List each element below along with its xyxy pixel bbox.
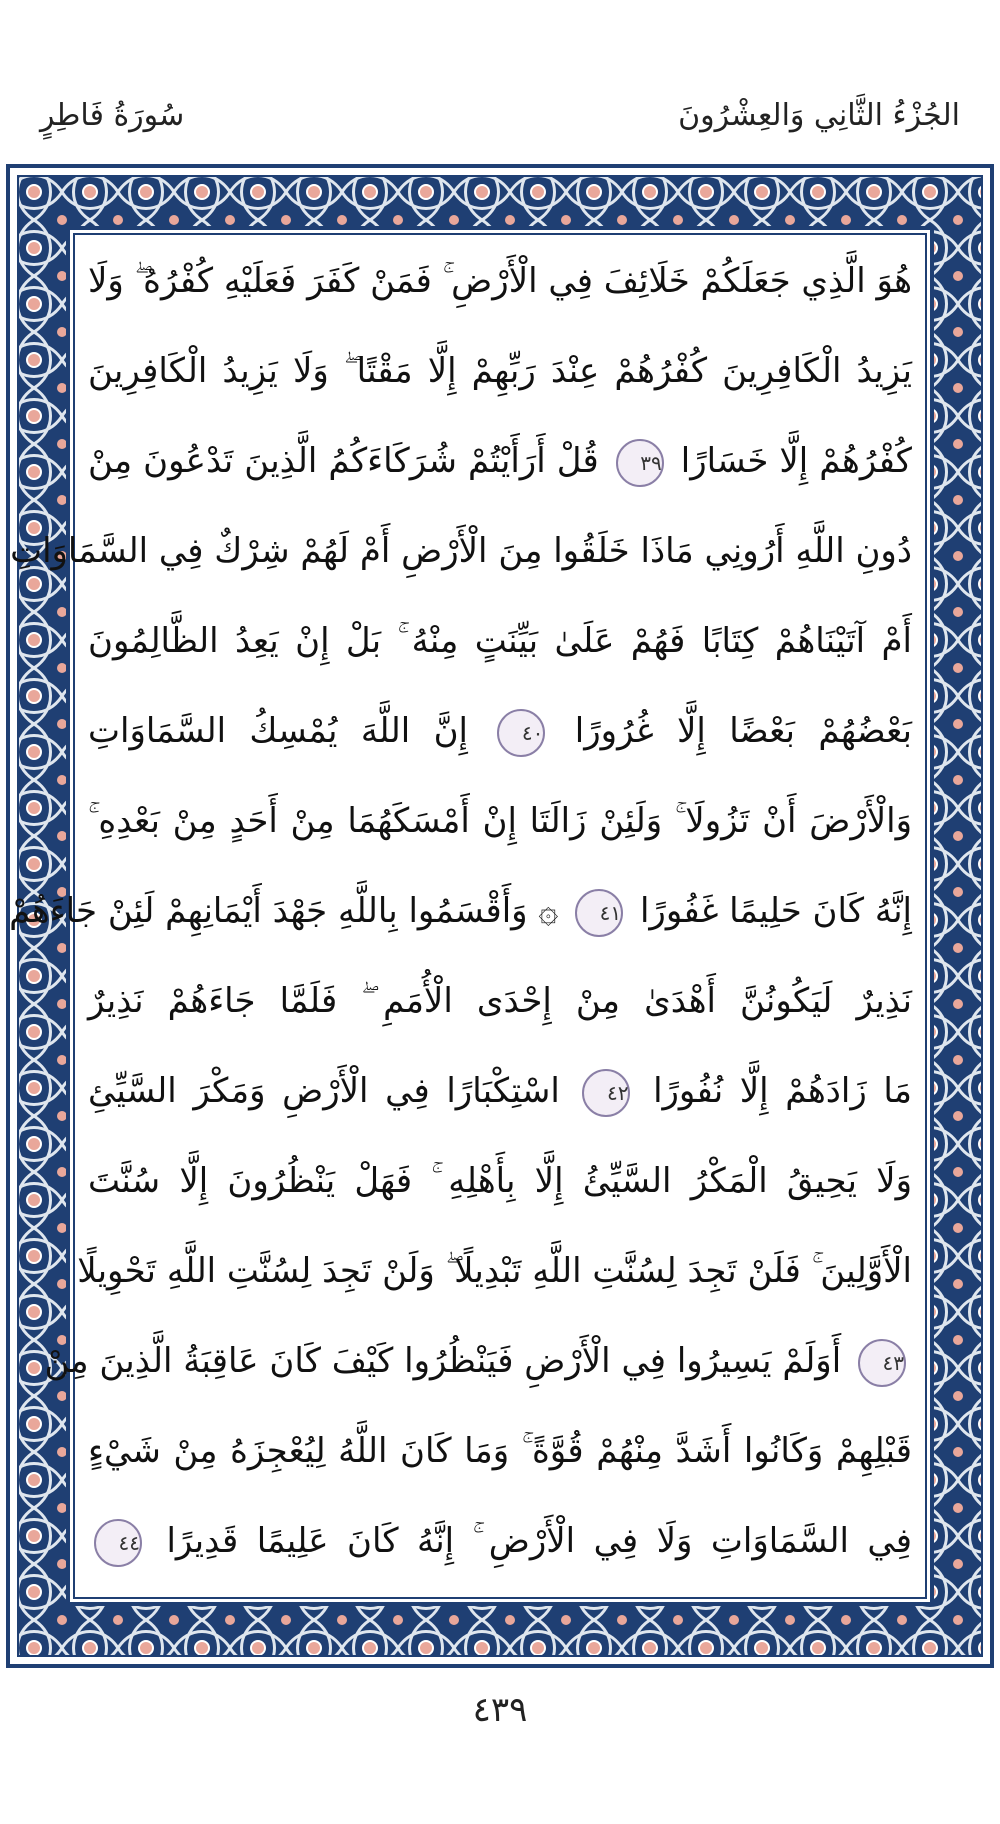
verse-line bbox=[88, 1496, 912, 1586]
verse-line bbox=[88, 1406, 912, 1496]
verse-line bbox=[88, 1136, 912, 1226]
verse-number-marker: ٤٠ bbox=[497, 709, 545, 757]
verse-text: أَوَلَمْ يَسِيرُوا فِي الْأَرْضِ فَيَنْظُرُوا كَيْفَ كَانَ عَاقِبَةُ الَّذِينَ مِنْ bbox=[44, 1341, 842, 1381]
verse-text: دُونِ اللَّهِ أَرُونِي مَاذَا خَلَقُوا مِنَ الْأَرْضِ أَمْ لَهُمْ شِرْكٌ فِي السَّمَاوَاتِ bbox=[10, 531, 912, 571]
verse-lines bbox=[9, 236, 912, 1596]
juz-title: الجُزْءُ الثَّانِي وَالعِشْرُونَ bbox=[678, 98, 960, 133]
verse-line bbox=[88, 596, 912, 686]
verse-number-marker: ٤٢ bbox=[582, 1069, 630, 1117]
verse-line bbox=[88, 956, 912, 1046]
verse-text: مَا زَادَهُمْ إِلَّا نُفُورًا bbox=[653, 1071, 912, 1111]
verse-number-marker: ٣٩ bbox=[616, 439, 664, 487]
verse-text: هُوَ الَّذِي جَعَلَكُمْ خَلَائِفَ فِي الْأَرْضِ ۚ فَمَنْ كَفَرَ فَعَلَيْهِ كُفْرُهُ ۖ وَلَا bbox=[88, 261, 912, 301]
text-panel bbox=[9, 236, 924, 1596]
verse-text: فِي السَّمَاوَاتِ وَلَا فِي الْأَرْضِ ۚ إِنَّهُ كَانَ عَلِيمًا قَدِيرًا bbox=[166, 1521, 912, 1561]
verse-line bbox=[88, 1046, 912, 1136]
verse-text: نَذِيرٌ لَيَكُونُنَّ أَهْدَىٰ مِنْ إِحْدَى الْأُمَمِ ۖ فَلَمَّا جَاءَهُمْ نَذِيرٌ bbox=[88, 981, 912, 1021]
verse-number-marker: ٤٤ bbox=[94, 1519, 142, 1567]
verse-text: بَعْضُهُمْ بَعْضًا إِلَّا غُرُورًا bbox=[574, 711, 912, 751]
verse-text: وَلَا يَحِيقُ الْمَكْرُ السَّيِّئُ إِلَّا بِأَهْلِهِ ۚ فَهَلْ يَنْظُرُونَ إِلَّا سُنَّتَ bbox=[88, 1161, 912, 1201]
verse-line bbox=[77, 1226, 912, 1316]
verse-text: قَبْلِهِمْ وَكَانُوا أَشَدَّ مِنْهُمْ قُوَّةً ۚ وَمَا كَانَ اللَّهُ لِيُعْجِزَهُ مِنْ شَيْءٍ bbox=[88, 1431, 912, 1471]
verse-line bbox=[88, 416, 912, 506]
verse-text: كُفْرُهُمْ إِلَّا خَسَارًا bbox=[680, 441, 912, 481]
verse-text: قُلْ أَرَأَيْتُمْ شُرَكَاءَكُمُ الَّذِينَ تَدْعُونَ مِنْ bbox=[88, 441, 599, 481]
verse-line bbox=[88, 686, 912, 776]
verse-line bbox=[88, 236, 912, 326]
verse-text: أَمْ آتَيْنَاهُمْ كِتَابًا فَهُمْ عَلَىٰ بَيِّنَتٍ مِنْهُ ۚ بَلْ إِنْ يَعِدُ الظَّالِمُونَ bbox=[88, 621, 912, 661]
verse-text: الْأَوَّلِينَ ۚ فَلَنْ تَجِدَ لِسُنَّتِ اللَّهِ تَبْدِيلًا ۖ وَلَنْ تَجِدَ لِسُنَّتِ اللَّهِ تَحْوِيلًا bbox=[77, 1251, 912, 1291]
verse-line bbox=[10, 506, 912, 596]
verse-line bbox=[44, 1316, 912, 1406]
surah-title: سُورَةُ فَاطِرٍ bbox=[40, 98, 185, 133]
verse-line bbox=[88, 326, 912, 416]
verse-text: إِنَّ اللَّهَ يُمْسِكُ السَّمَاوَاتِ bbox=[88, 711, 469, 751]
verse-text: إِنَّهُ كَانَ حَلِيمًا غَفُورًا bbox=[639, 891, 912, 931]
verse-text: وَالْأَرْضَ أَنْ تَزُولَا ۚ وَلَئِنْ زَالَتَا إِنْ أَمْسَكَهُمَا مِنْ أَحَدٍ مِنْ بَعْدِهِ ۚ bbox=[88, 801, 912, 841]
verse-line bbox=[9, 866, 912, 956]
verse-text: يَزِيدُ الْكَافِرِينَ كُفْرُهُمْ عِنْدَ رَبِّهِمْ إِلَّا مَقْتًا ۖ وَلَا يَزِيدُ الْكَافِرِينَ bbox=[88, 351, 912, 391]
page-header bbox=[0, 0, 1000, 160]
verse-number-marker: ٤١ bbox=[575, 889, 623, 937]
verse-text: ۞ وَأَقْسَمُوا بِاللَّهِ جَهْدَ أَيْمَانِهِمْ لَئِنْ جَاءَهُمْ bbox=[9, 891, 559, 931]
verse-text: اسْتِكْبَارًا فِي الْأَرْضِ وَمَكْرَ السَّيِّئِ bbox=[88, 1071, 560, 1111]
page-number: ٤٣٩ bbox=[472, 1690, 528, 1730]
verse-line bbox=[88, 776, 912, 866]
verse-number-marker: ٤٣ bbox=[858, 1339, 906, 1387]
